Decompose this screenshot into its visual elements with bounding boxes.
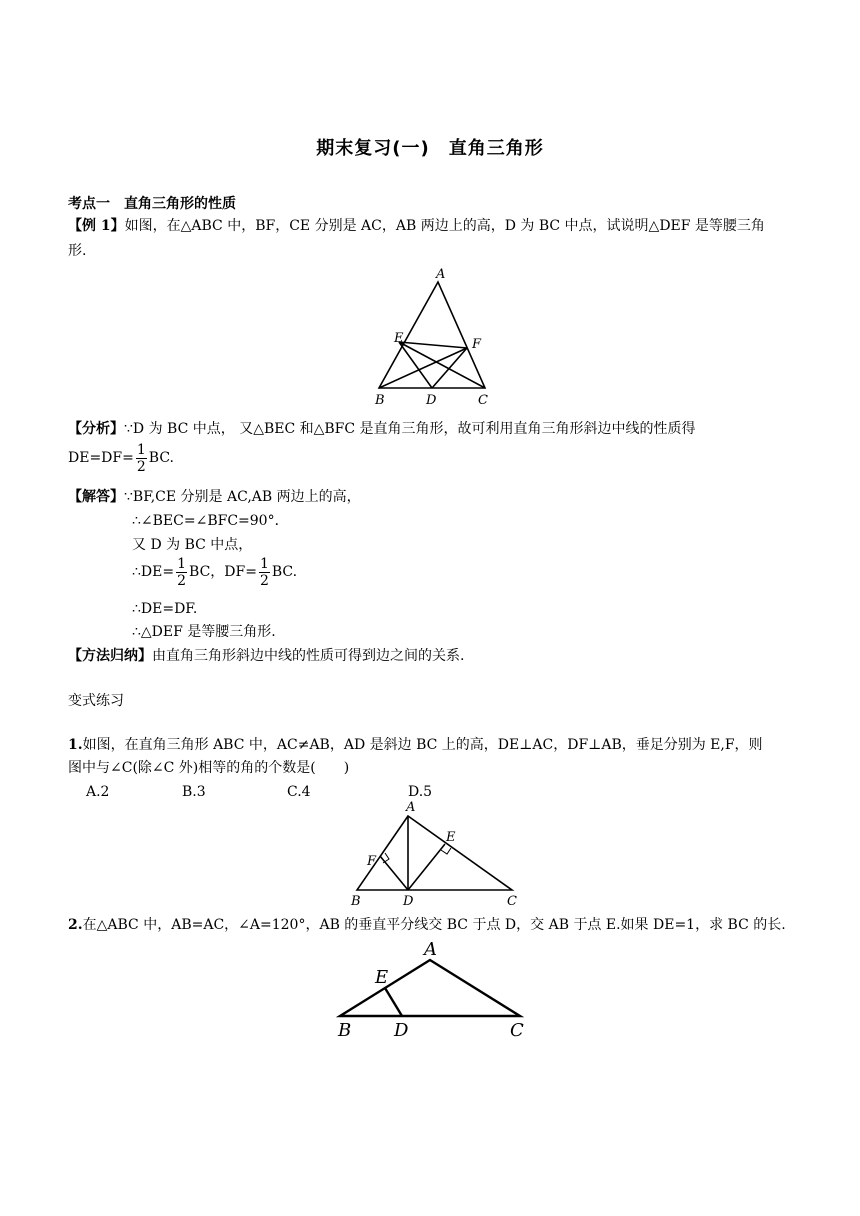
analysis-label: 【分析】 xyxy=(68,421,124,437)
method-line: 【方法归纳】由直角三角形斜边中线的性质可得到边之间的关系. xyxy=(68,648,465,664)
q1-line-2: 图中与∠C(除∠C 外)相等的角的个数是( ) xyxy=(68,760,350,776)
q1-number: 1. xyxy=(68,737,83,753)
q1-option-d: D.5 xyxy=(408,784,433,800)
q1-option-a: A.2 xyxy=(86,784,110,800)
fig2-label-d: D xyxy=(403,894,414,909)
fig1-label-e: E xyxy=(394,331,404,346)
figure-right-triangle-abc xyxy=(345,798,525,910)
solution-line-3: 又 D 为 BC 中点， xyxy=(132,537,253,553)
fig2-label-f: F xyxy=(367,854,377,869)
fig3-label-b: B xyxy=(338,1020,352,1041)
example-text: 如图，在△ABC 中，BF，CE 分别是 AC，AB 两边上的高，D 为 BC 中点，试说明△DEF 是等腰三角 xyxy=(124,218,765,234)
analysis-line-1 xyxy=(68,418,798,440)
q1-line-1: 1.如图，在直角三角形 ABC 中，AC≠AB，AD 是斜边 BC 上的高，DE⊥AC，DF⊥AB，垂足分别为 E,F，则 xyxy=(68,737,763,753)
fig2-label-a: A xyxy=(406,800,416,815)
fraction-half: $\frac{1}{2}$ xyxy=(177,555,187,589)
analysis-text-2a: DE=DF= xyxy=(68,450,134,466)
fig1-label-b: B xyxy=(375,393,385,408)
example-label: 【例 1】 xyxy=(68,218,125,234)
analysis-text: ∵D 为 BC 中点， 又△BEC 和△BFC 是直角三角形，故可利用直角三角形斜边中线的性质得 xyxy=(124,421,696,437)
fig1-label-d: D xyxy=(426,393,437,408)
fig3-label-c: C xyxy=(510,1020,524,1041)
fig3-label-a: A xyxy=(424,939,437,960)
fig3-label-d: D xyxy=(394,1020,409,1041)
fraction-half: $\frac{1}{2}$ xyxy=(136,441,146,475)
method-label: 【方法归纳】 xyxy=(68,648,152,664)
solution-line-5: ∴DE=DF. xyxy=(132,601,198,617)
figure-isosceles-triangle-abc xyxy=(332,938,532,1042)
analysis-text-2b: BC. xyxy=(148,450,174,466)
example-1-line-2: 形. xyxy=(68,243,87,259)
q1-option-b: B.3 xyxy=(182,784,206,800)
q2-number: 2. xyxy=(68,917,83,933)
fig2-label-e: E xyxy=(446,830,456,845)
q1-option-c: C.4 xyxy=(287,784,311,800)
figure-triangle-abc-def xyxy=(368,262,496,410)
fig2-label-b: B xyxy=(351,894,361,909)
solution-label: 【解答】 xyxy=(68,489,124,505)
example-1-line-1 xyxy=(68,215,798,237)
fig1-label-f: F xyxy=(472,337,482,352)
q2-line: 2.在△ABC 中，AB=AC，∠A=120°，AB 的垂直平分线交 BC 于点 D，交 AB 于点 E.如果 DE=1，求 BC 的长. xyxy=(68,917,786,933)
fig1-label-a: A xyxy=(436,267,446,282)
page-title: 期末复习(一) 直角三角形 xyxy=(316,138,544,159)
fraction-half: $\frac{1}{2}$ xyxy=(259,555,269,589)
solution-line-2: ∴∠BEC=∠BFC=90°． xyxy=(132,513,289,529)
fig3-label-e: E xyxy=(375,967,389,988)
fig2-label-c: C xyxy=(507,894,517,909)
section-heading: 考点一 直角三角形的性质 xyxy=(68,196,236,212)
practice-heading: 变式练习 xyxy=(68,693,124,709)
solution-line-1: 【解答】∵BF,CE 分别是 AC,AB 两边上的高， xyxy=(68,489,361,505)
analysis-line-2 xyxy=(68,440,798,476)
solution-line-6: ∴△DEF 是等腰三角形. xyxy=(132,624,276,640)
solution-line-4: ∴DE= $\frac{1}{2}$ BC，DF= $\frac{1}{2}$ BC. xyxy=(132,555,298,589)
fig1-label-c: C xyxy=(478,393,488,408)
